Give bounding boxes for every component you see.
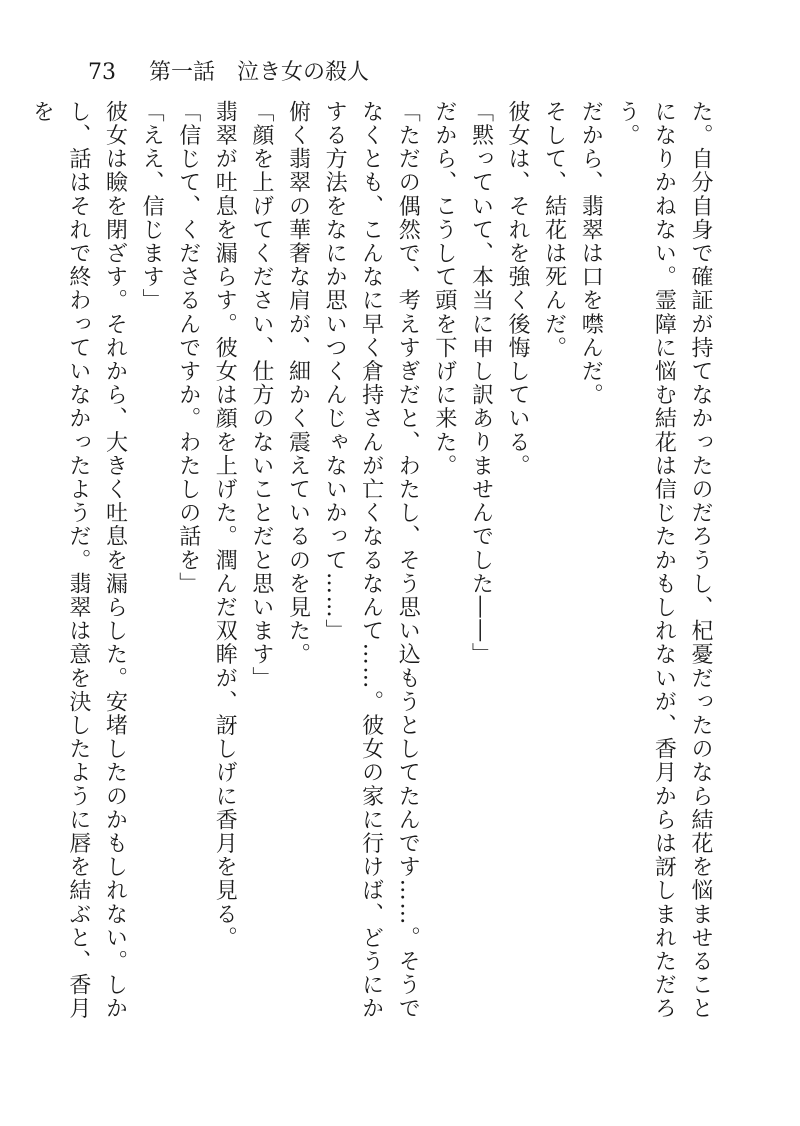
paragraph: 翡翠が吐息を漏らす。彼女は顔を上げた。潤んだ双眸が、訝しげに香月を見る。 <box>212 100 238 950</box>
paragraph: だから、翡翠は口を噤んだ。 <box>578 100 604 407</box>
vertical-body-text <box>29 100 718 1040</box>
paragraph: だから、こうして頭を下げに来た。 <box>431 100 457 478</box>
paragraph: 「ええ、信じます」 <box>139 100 165 313</box>
paragraph: 彼女は瞼を閉ざす。それから、大きく吐息を漏らした。安堵したのかもしれない。しかし、話はそれで終わっていなかったようだ。翡翠は意を決したように唇を結ぶと、香月を <box>29 100 128 1021</box>
chapter-title: 第一話 泣き女の殺人 <box>149 60 370 85</box>
paragraph: 俯く翡翠の華奢な肩が、細かく震えているのを見た。 <box>285 100 311 667</box>
paragraph: 「ただの偶然で、考えすぎだと、わたし、そう思い込もうとしてたんです……。そうでなくとも、こんなに早く倉持さんが亡くなるなんて……。彼女の家に行けば、どうにかする方法をなにか思いつくんじゃないかって……」 <box>322 100 421 1021</box>
paragraph: 「顔を上げてください、仕方のないことだと思います」 <box>248 100 274 690</box>
page-number: 73 <box>88 60 116 85</box>
paragraph: 「黙っていて、本当に申し訳ありませんでした――」 <box>468 100 494 667</box>
paragraph: た。自分自身で確証が持てなかったのだろうし、杞憂だったのなら結花を悩ませることになりかねない。霊障に悩む結花は信じたかもしれないが、香月からは訝しまれただろう。 <box>614 100 713 1021</box>
paragraph: 彼女は、それを強く後悔している。 <box>505 100 531 478</box>
paragraph: そして、結花は死んだ。 <box>541 100 567 360</box>
running-header <box>88 58 369 88</box>
paragraph: 「信じて、くださるんですか。わたしの話を」 <box>175 100 201 596</box>
